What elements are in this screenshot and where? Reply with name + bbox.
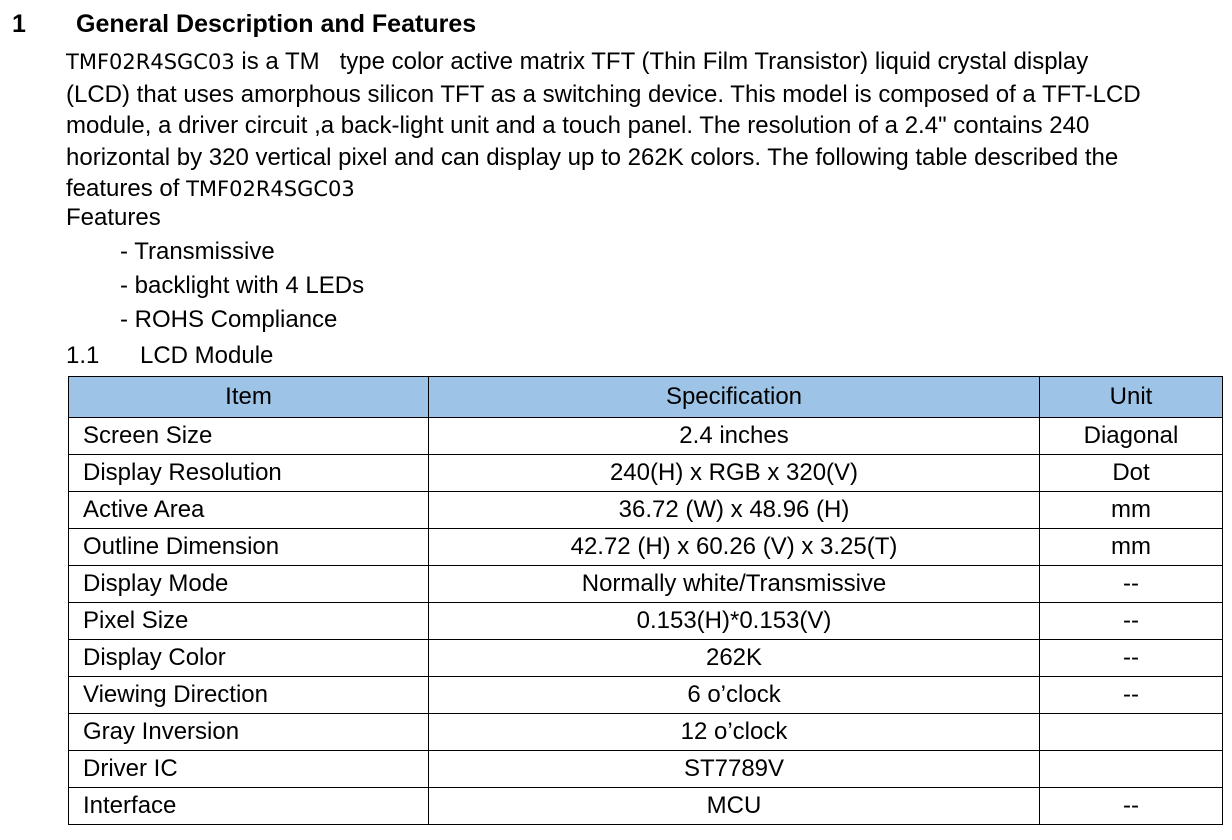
section-number: 1 [12, 10, 26, 38]
row-item: Screen Size [69, 418, 429, 455]
row-spec: 36.72 (W) x 48.96 (H) [429, 492, 1040, 529]
row-spec: 2.4 inches [429, 418, 1040, 455]
row-spec: 262K [429, 640, 1040, 677]
row-unit: Dot [1040, 455, 1223, 492]
feature-item: - backlight with 4 LEDs [120, 272, 365, 299]
lcd-module-spec-table [68, 376, 1223, 825]
row-spec: ST7789V [429, 751, 1040, 788]
row-item: Display Resolution [69, 455, 429, 492]
row-unit [1040, 714, 1223, 751]
row-spec: 42.72 (H) x 60.26 (V) x 3.25(T) [429, 529, 1040, 566]
row-spec: 12 o’clock [429, 714, 1040, 751]
header-item: Item [69, 377, 429, 418]
table-row [69, 751, 1223, 788]
row-item: Display Color [69, 640, 429, 677]
description-line-3: module, a driver circuit ,a back-light unit and a touch panel. The resolution of a 2.4" contains 240 [66, 112, 1090, 139]
table-row [69, 418, 1223, 455]
table-row [69, 566, 1223, 603]
feature-item: - ROHS Compliance [120, 306, 338, 333]
table-row [69, 603, 1223, 640]
table-row [69, 640, 1223, 677]
description-line-4: horizontal by 320 vertical pixel and can display up to 262K colors. The following table described the [66, 143, 1119, 171]
row-unit: -- [1040, 677, 1223, 714]
section-title: General Description and Features [76, 10, 477, 38]
table-row [69, 529, 1223, 566]
description-line-5-text: features of [66, 175, 187, 202]
row-unit: -- [1040, 566, 1223, 603]
row-item: Gray Inversion [69, 714, 429, 751]
row-item: Active Area [69, 492, 429, 529]
row-unit: -- [1040, 788, 1223, 825]
row-spec: 0.153(H)*0.153(V) [429, 603, 1040, 640]
product-name: TMF02R4SGC03 [66, 50, 235, 74]
row-item: Display Mode [69, 566, 429, 603]
row-item: Outline Dimension [69, 529, 429, 566]
row-item: Interface [69, 788, 429, 825]
row-unit [1040, 751, 1223, 788]
description-paragraph [66, 46, 1206, 206]
section-heading [12, 6, 476, 42]
row-spec: 240(H) x RGB x 320(V) [429, 455, 1040, 492]
description-line-5 [66, 173, 1206, 206]
feature-list [120, 236, 364, 338]
row-item: Viewing Direction [69, 677, 429, 714]
table-header-row [69, 377, 1223, 418]
description-line-2: (LCD) that uses amorphous silicon TFT as a switching device. This model is composed of a TFT-LCD [66, 80, 1141, 108]
row-unit: -- [1040, 603, 1223, 640]
row-item: Driver IC [69, 751, 429, 788]
row-item: Pixel Size [69, 603, 429, 640]
feature-item: - Transmissive [120, 238, 275, 265]
description-line-1 [66, 46, 1206, 79]
row-unit: -- [1040, 640, 1223, 677]
subsection-heading [66, 340, 273, 372]
table-row [69, 714, 1223, 751]
product-name-repeat: TMF02R4SGC03 [186, 177, 355, 201]
table-row [69, 492, 1223, 529]
subsection-title: LCD Module [140, 342, 274, 369]
description-line-1-text: is a TM type color active matrix TFT (Thin Film Transistor) liquid crystal display [234, 48, 1089, 75]
subsection-number: 1.1 [66, 342, 100, 369]
row-spec: 6 o’clock [429, 677, 1040, 714]
row-unit: Diagonal [1040, 418, 1223, 455]
header-unit: Unit [1040, 377, 1223, 418]
table-row [69, 788, 1223, 825]
features-label: Features [66, 204, 161, 231]
row-spec: Normally white/Transmissive [429, 566, 1040, 603]
row-unit: mm [1040, 529, 1223, 566]
table-row [69, 455, 1223, 492]
header-specification: Specification [429, 377, 1040, 418]
row-unit: mm [1040, 492, 1223, 529]
table-row [69, 677, 1223, 714]
row-spec: MCU [429, 788, 1040, 825]
